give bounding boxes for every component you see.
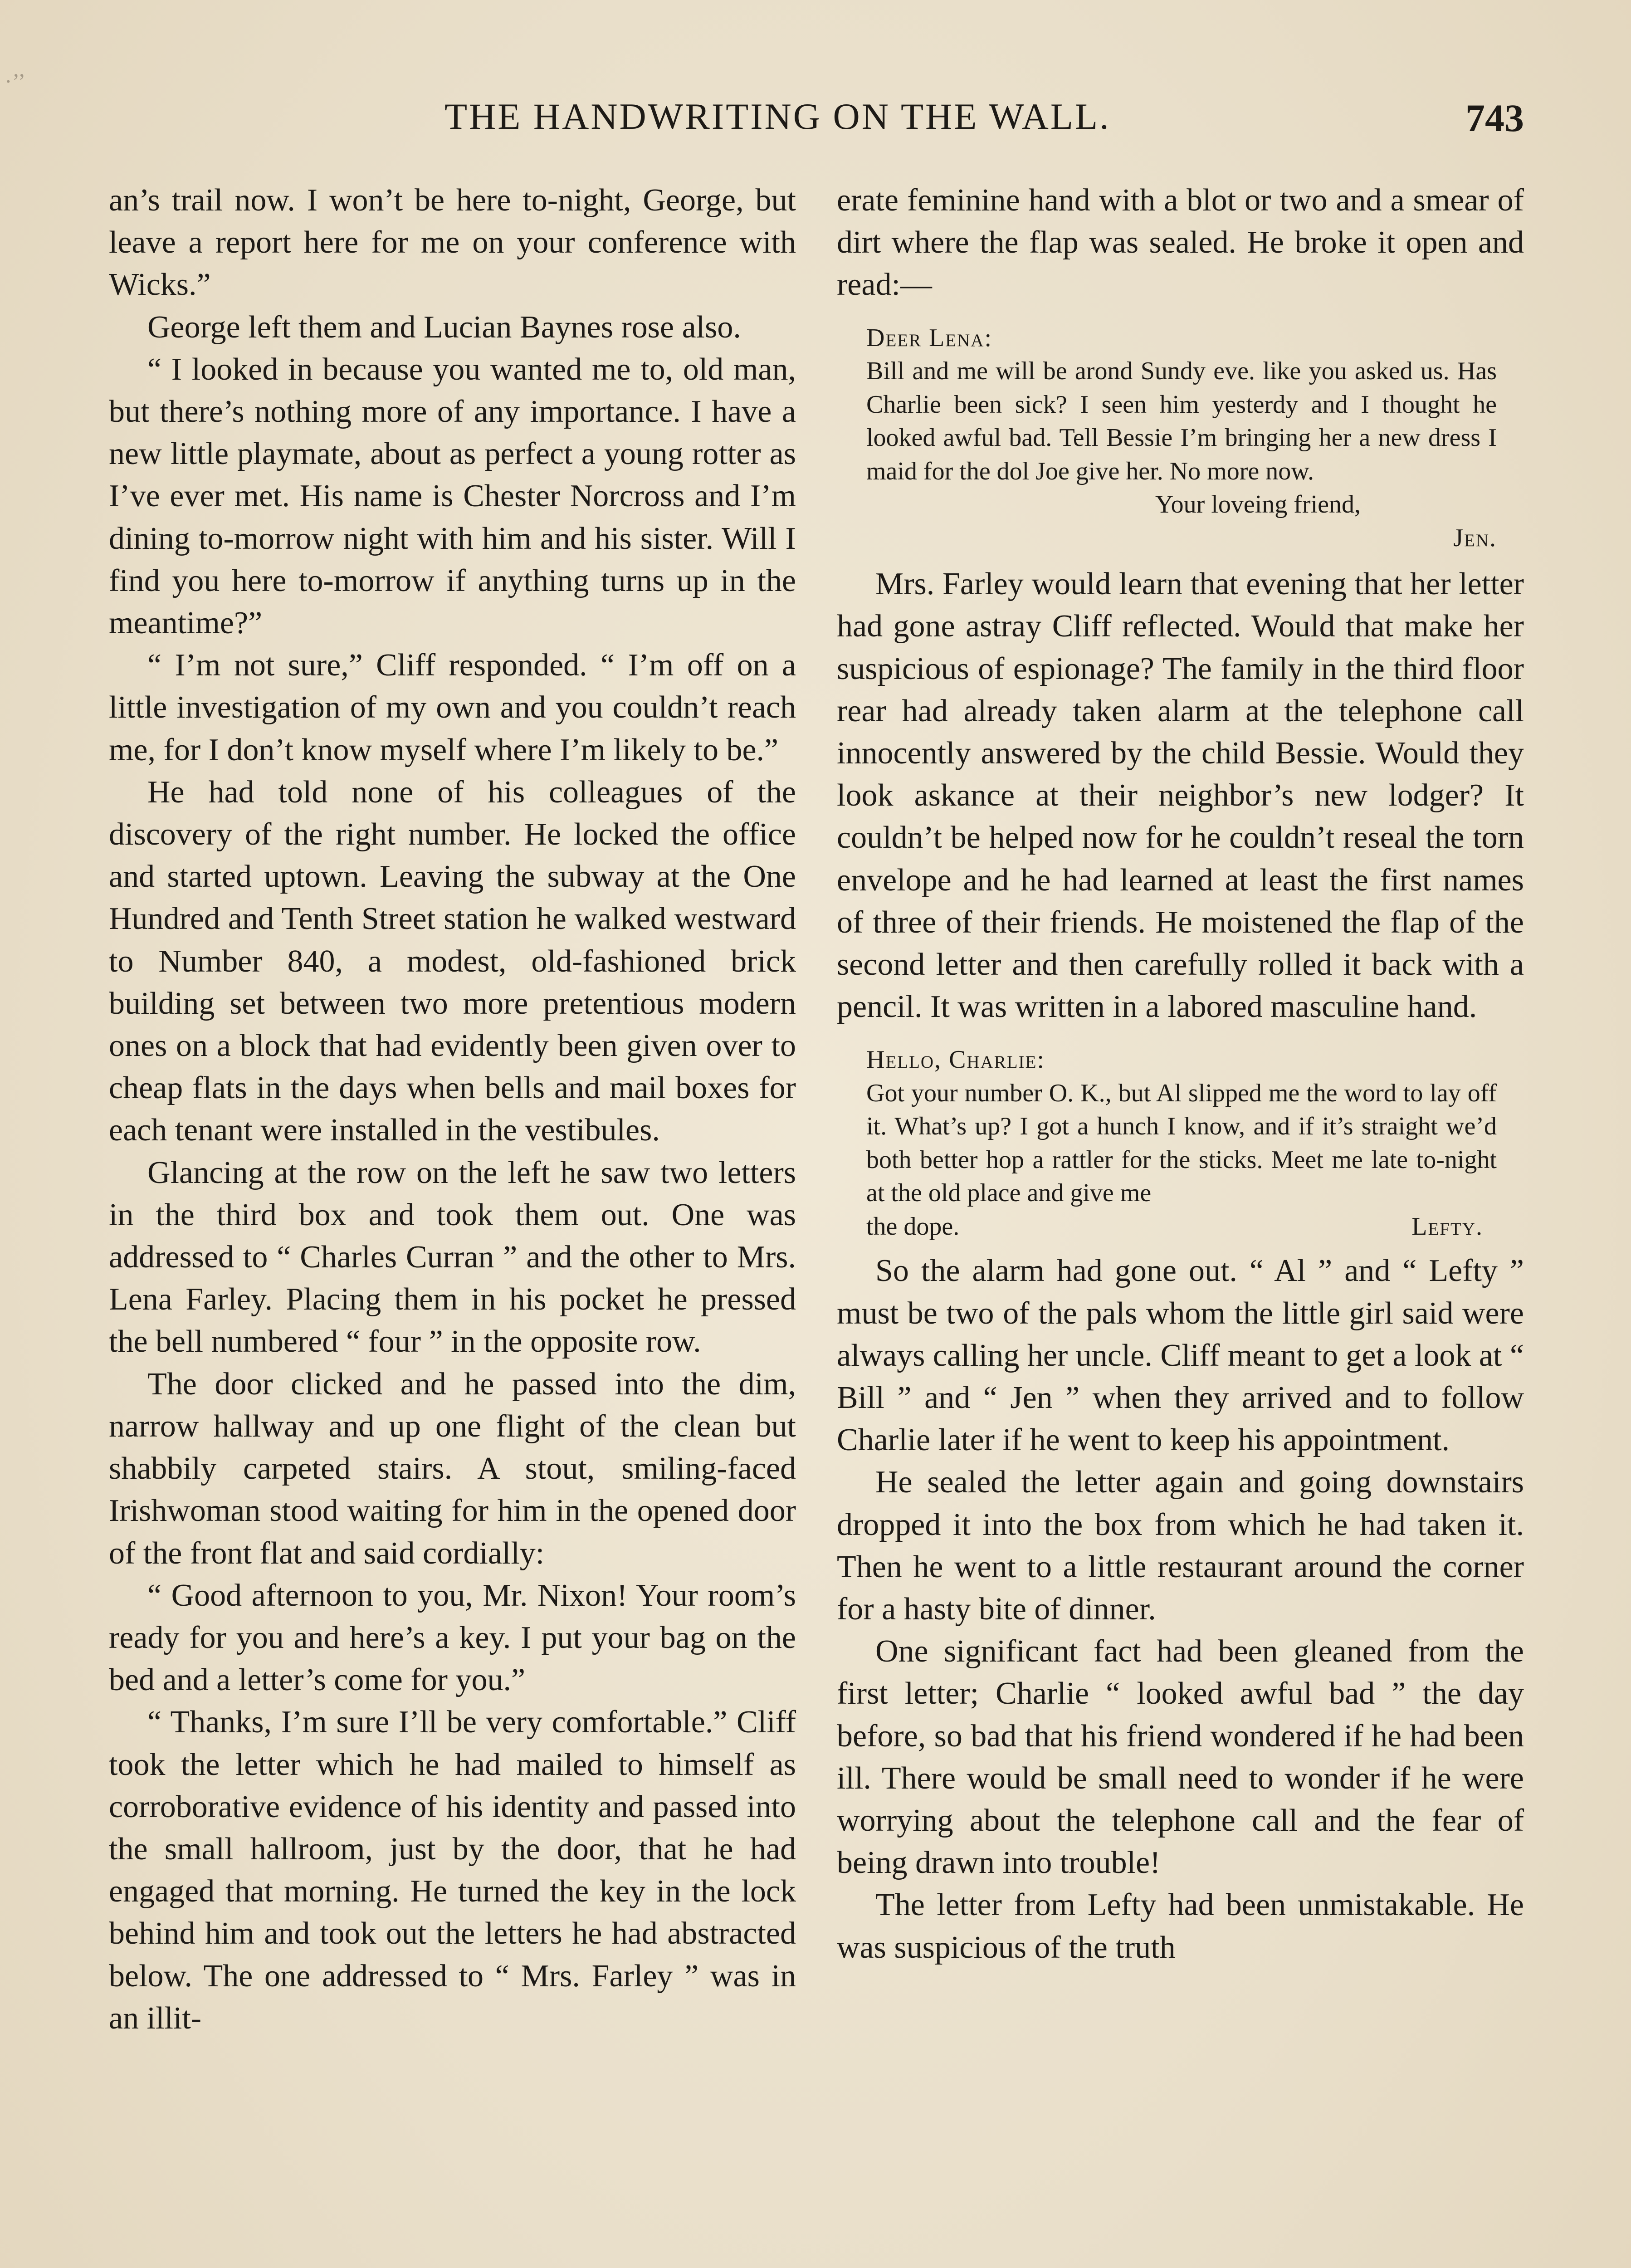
paragraph: One significant fact had been gleaned from the first letter; Charlie “ looked awful bad ” the day before, so bad that his friend wondered if he had been ill. There would be small need to wonder if he were worrying about the telephone call and the fear of being drawn into trouble! <box>837 1634 1524 1881</box>
paragraph: George left them and Lucian Baynes rose also. <box>147 309 741 345</box>
letter-body: Got your number O. K., but Al slipped me the word to lay off it. What’s up? I got a hunch I know, and if it’s straight we’d both better hop a rattler for the sticks. Meet me late to-night at the old place and give me <box>866 1079 1497 1207</box>
page-header <box>444 95 1524 150</box>
corner-ink-mark: ·’’ <box>5 68 26 94</box>
paragraph: “ Good afternoon to you, Mr. Nixon! Your room’s ready for you and here’s a key. I put your bag on the bed and a letter’s come for you.” <box>109 1578 796 1698</box>
letter-signature: Jen. <box>1453 523 1497 552</box>
letter-body: Bill and me will be arond Sundy eve. like you asked us. Has Charlie been sick? I seen him yesterdy and I thought he looked awful bad. Tell Bessie I’m bringing her a new dress I maid for the dol Joe give her. No more now. <box>866 357 1497 485</box>
letter-last-line: the dope. <box>866 1212 960 1241</box>
paragraph: “ I’m not sure,” Cliff responded. “ I’m off on a little investigation of my own and you couldn’t reach me, for I don’t know myself where I’m likely to be.” <box>109 648 796 767</box>
paragraph: erate feminine hand with a blot or two and a smear of dirt where the flap was sealed. He broke it open and read:— <box>837 183 1524 303</box>
quoted-letter-lefty <box>837 1043 1524 1243</box>
paragraph: The letter from Lefty had been unmistakable. He was suspicious of the truth <box>837 1887 1524 1965</box>
left-column <box>109 179 796 2039</box>
paragraph: So the alarm had gone out. “ Al ” and “ Lefty ” must be two of the pals whom the little girl said were always calling her uncle. Cliff meant to get a look at “ Bill ” and “ Jen ” when they arrived and to follow Charlie later if he went to keep his appointment. <box>837 1253 1524 1458</box>
letter-closing: Your loveing friend, <box>1155 490 1361 519</box>
right-column <box>837 179 1524 1969</box>
quoted-letter-jen <box>837 322 1524 555</box>
letter-signature: Lefty. <box>1411 1212 1483 1241</box>
paragraph: Glancing at the row on the left he saw two letters in the third box and took them out. One was addressed to “ Charles Curran ” and the other to Mrs. Lena Farley. Placing them in his pocket he pressed the bell numbered “ four ” in the opposite row. <box>109 1155 796 1359</box>
running-title: THE HANDWRITING ON THE WALL. <box>444 96 1111 137</box>
letter-salutation: Deer Lena: <box>866 323 993 352</box>
page-number: 743 <box>1465 96 1524 140</box>
letter-salutation: Hello, Charlie: <box>866 1046 1045 1074</box>
paragraph: He had told none of his colleagues of the discovery of the right number. He locked the office and started uptown. Leaving the subway at the One Hundred and Tenth Street station he walked westward to Number 840, a modest, old-fashioned brick building set between two more pretentious modern ones on a block that had evidently been given over to cheap flats in the days when bells and mail boxes for each tenant were installed in the vestibules. <box>109 774 796 1148</box>
paragraph: The door clicked and he passed into the dim, narrow hallway and up one flight of the clean but shabbily carpeted stairs. A stout, smiling-faced Irishwoman stood waiting for him in the opened door of the front flat and said cordially: <box>109 1366 796 1571</box>
letter-signature-line <box>866 1210 1497 1244</box>
paragraph: He sealed the letter again and going downstairs dropped it into the box from which he had taken it. Then he went to a little restaurant around the corner for a hasty bite of dinner. <box>837 1465 1524 1627</box>
paragraph: “ Thanks, I’m sure I’ll be very comfortable.” Cliff took the letter which he had mailed to himself as corroborative evidence of his identity and passed into the small hallroom, just by the door, that he had engaged that morning. He turned the key in the lock behind him and took out the letters he had abstracted below. The one addressed to “ Mrs. Farley ” was in an illit- <box>109 1705 796 2036</box>
paragraph: Mrs. Farley would learn that evening that her letter had gone astray Cliff reflected. Would that make her suspicious of espionage? The family in the third floor rear had already taken alarm at the telephone call innocently answered by the child Bessie. Would they look askance at their neighbor’s new lodger? It couldn’t be helped now for he couldn’t reseal the torn envelope and he had learned at least the first names of three of their friends. He moistened the flap of the second letter and then carefully rolled it back with a pencil. It was written in a labored masculine hand. <box>837 567 1524 1025</box>
paragraph: an’s trail now. I won’t be here to-night, George, but leave a report here for me on your conference with Wicks.” <box>109 183 796 303</box>
paragraph: “ I looked in because you wanted me to, old man, but there’s nothing more of any importance. I have a new little playmate, about as perfect a young rotter as I’ve ever met. His name is Chester Norcross and I’m dining to-morrow night with him and his sister. Will I find you here to-morrow if anything turns up in the meantime?” <box>109 352 796 641</box>
